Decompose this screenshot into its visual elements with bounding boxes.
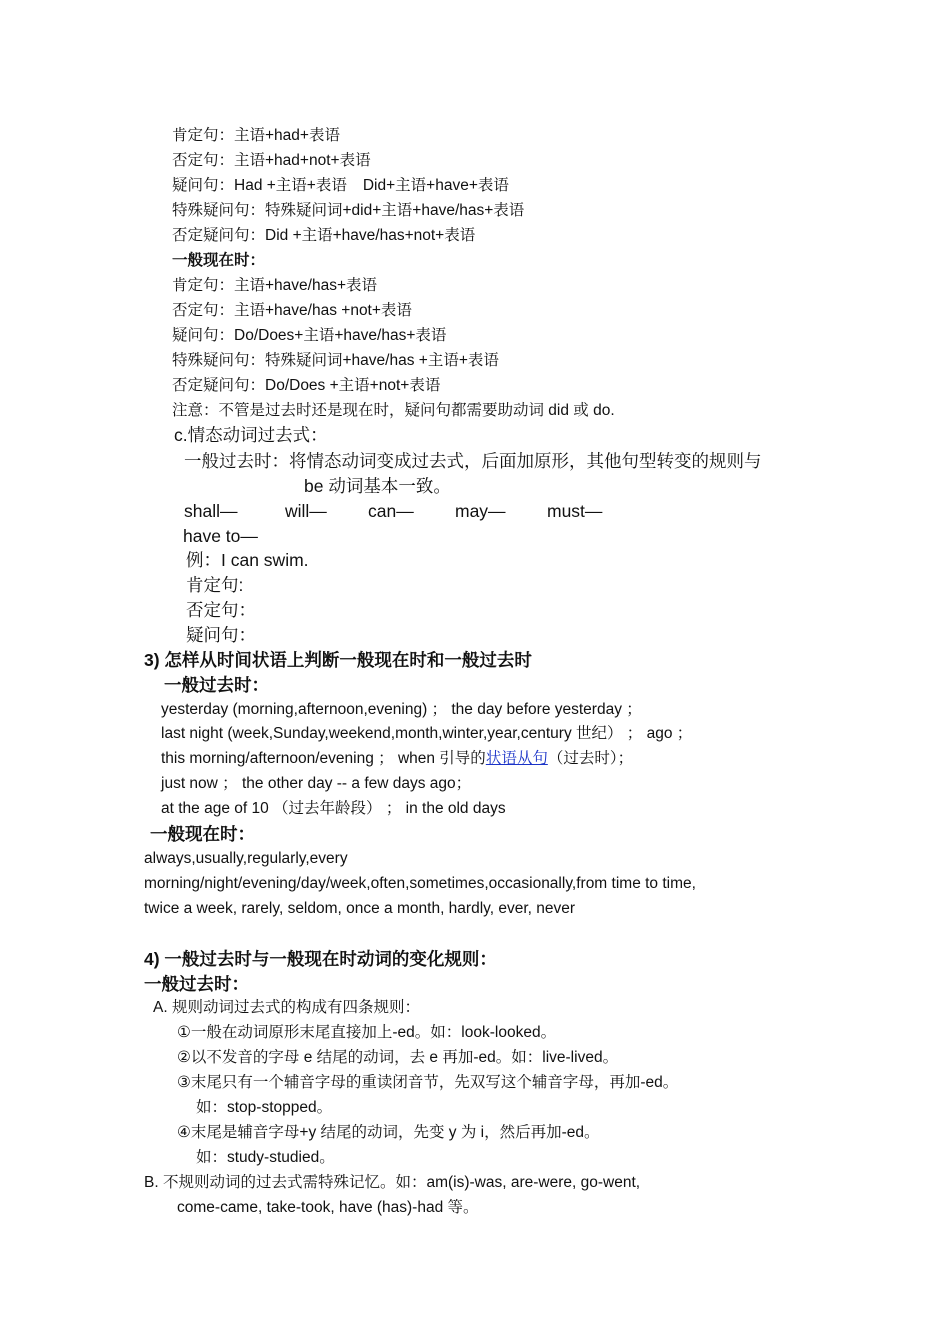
- present-neg-question: 否定疑问句：Do/Does +主语+not+表语: [172, 377, 441, 394]
- section3-heading: 3) 怎样从时间状语上判断一般现在时和一般过去时: [144, 650, 532, 670]
- modal-verb-must: must—: [547, 501, 603, 521]
- modal-verb-may: may—: [455, 501, 506, 521]
- section3-past-line3: [161, 748, 633, 770]
- modal-verb-can: can—: [368, 501, 414, 521]
- modal-rule-line1: 一般过去时：将情态动词变成过去式，后面加原形，其他句型转变的规则与: [184, 451, 762, 471]
- section4-past-heading: 一般过去时：: [144, 974, 249, 994]
- past-affirmative: 肯定句：主语+had+表语: [172, 127, 340, 144]
- section4-rule1: ①一般在动词原形末尾直接加上-ed。如：look-looked。: [177, 1024, 557, 1041]
- modal-heading: c.情态动词过去式：: [174, 425, 328, 445]
- section3-present-line2: morning/night/evening/day/week,often,sometimes,occasionally,from time to time,: [144, 875, 696, 892]
- modal-have-to: have to—: [183, 526, 258, 546]
- section4-rule2: ②以不发音的字母 e 结尾的动词，去 e 再加-ed。如：live-lived。: [177, 1049, 619, 1066]
- present-negative: 否定句：主语+have/has +not+表语: [172, 302, 412, 319]
- past-question-b: Did+主语+have+表语: [362, 177, 509, 194]
- section4-rule4-example: 如：study-studied。: [196, 1149, 335, 1166]
- modal-verb-will: will—: [285, 501, 327, 521]
- section3-past-heading: 一般过去时：: [164, 675, 269, 695]
- section3-past-line4: just now ； the other day -- a few days ago；: [161, 775, 472, 792]
- modal-question: 疑问句：: [186, 625, 256, 645]
- modal-verb-shall: shall—: [184, 501, 238, 521]
- section4-rule4: ④末尾是辅音字母+y 结尾的动词，先变 y 为 i，然后再加-ed。: [177, 1124, 600, 1141]
- past-negative: 否定句：主语+had+not+表语: [172, 152, 371, 169]
- present-affirmative: 肯定句：主语+have/has+表语: [172, 277, 378, 294]
- section3-present-line3: twice a week, rarely, seldom, once a month, hardly, ever, never: [144, 900, 576, 917]
- past-neg-question: 否定疑问句：Did +主语+have/has+not+表语: [172, 227, 476, 244]
- modal-rule-line2: be 动词基本一致。: [304, 476, 451, 496]
- section4-a-title: A. 规则动词过去式的构成有四条规则：: [153, 999, 420, 1016]
- section3-past-line3-pre: this morning/afternoon/evening ； when 引导的: [161, 750, 486, 767]
- past-question-a: 疑问句：Had +主语+表语: [172, 177, 347, 194]
- present-heading: 一般现在时：: [172, 252, 266, 269]
- section3-past-line2: last night (week,Sunday,weekend,month,winter,year,century 世纪） ； ago ；: [161, 725, 693, 742]
- section3-present-heading: 一般现在时：: [150, 824, 255, 844]
- section4-heading: 4) 一般过去时与一般现在时动词的变化规则：: [144, 949, 497, 969]
- modal-example: 例：I can swim.: [186, 550, 309, 570]
- section4-b-line1: B. 不规则动词的过去式需特殊记忆。如：am(is)-was, are-were, go-went,: [144, 1174, 641, 1191]
- section4-rule3-example: 如：stop-stopped。: [196, 1099, 333, 1116]
- section3-past-line1: yesterday (morning,afternoon,evening) ； the day before yesterday ；: [161, 701, 642, 718]
- note: 注意：不管是过去时还是现在时，疑问句都需要助动词 did 或 do.: [172, 402, 615, 419]
- modal-affirmative: 肯定句:: [186, 575, 244, 595]
- past-question: [172, 175, 509, 197]
- present-question: 疑问句：Do/Does+主语+have/has+表语: [172, 327, 447, 344]
- past-wh-question: 特殊疑问句：特殊疑问词+did+主语+have/has+表语: [172, 202, 525, 219]
- section3-past-line3-post: （过去时）；: [547, 750, 634, 767]
- adverbial-clause-link[interactable]: 状语从句: [485, 750, 548, 767]
- section3-present-line1: always,usually,regularly,every: [144, 850, 348, 867]
- section4-rule3: ③末尾只有一个辅音字母的重读闭音节，先双写这个辅音字母，再加-ed。: [177, 1074, 679, 1091]
- present-wh-question: 特殊疑问句：特殊疑问词+have/has +主语+表语: [172, 352, 499, 369]
- section4-b-line2: come-came, take-took, have (has)-had 等。: [177, 1199, 479, 1216]
- modal-negative: 否定句：: [186, 600, 256, 620]
- section3-past-line5: at the age of 10 （过去年龄段） ； in the old days: [161, 800, 506, 817]
